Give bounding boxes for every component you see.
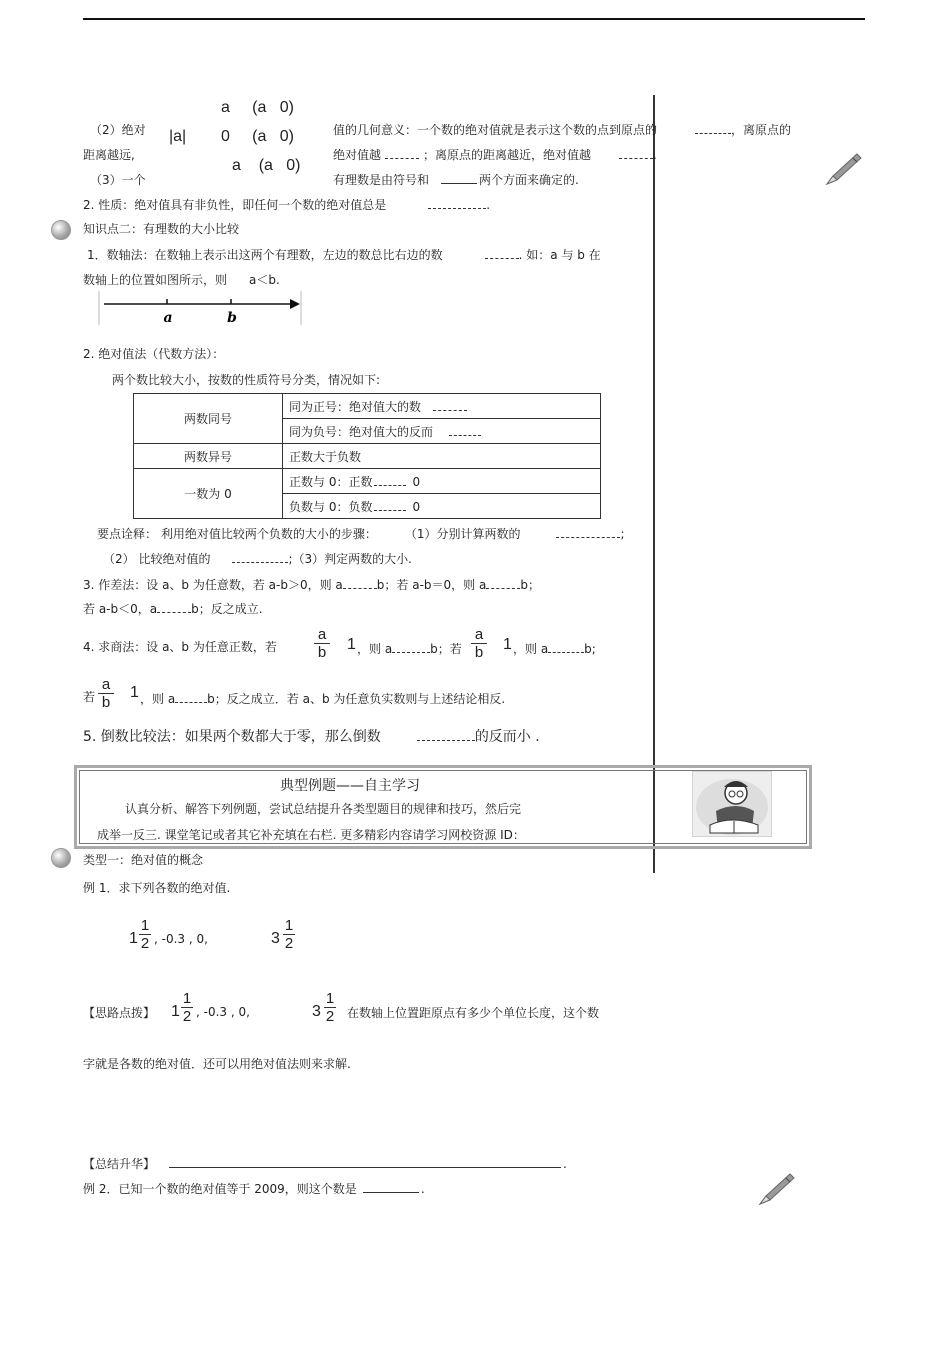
cell-diff-sign: 两数异号 <box>134 444 283 469</box>
piecewise-row-3: a (a 0) <box>232 157 301 174</box>
summary-line: 【总结升华】 . <box>83 1157 567 1171</box>
hint-whole-1: 1 <box>171 1003 180 1020</box>
quot-line2-end: ，则 a b；反之成立．若 a、b 为任意负实数则与上述结论相反. <box>140 692 506 706</box>
banner-line2: 成举一反三. 课堂笔记或者其它补充填在右栏. 更多精彩内容请学习网校资源 ID： <box>97 828 525 842</box>
numline-label-a: a <box>163 310 173 326</box>
reciprocal-line: 5. 倒数比较法：如果两个数都大于零，那么倒数 的反而小 . <box>83 729 540 745</box>
absmethod-intro: 两个数比较大小，按数的性质符号分类，情况如下: <box>112 373 381 387</box>
geometric-meaning-line2: 绝对值越 ；离原点的距离越近，绝对值越 . <box>333 148 657 162</box>
def-label-3: （3）一个 <box>90 173 146 187</box>
top-rule <box>83 18 865 20</box>
ex1-middle: , -0.3 , 0, <box>154 932 208 946</box>
hint-fraction-1: $\frac{1}{2}$ <box>182 990 192 1025</box>
diff-line1: 3. 作差法：设 a、b 为任意数，若 a-b＞0，则 a b；若 a-b＝0，则 a b； <box>83 578 540 592</box>
geometric-meaning-line3: 有理数是由符号和 两个方面来确定的. <box>333 173 579 187</box>
numline-text-1: 1．数轴法：在数轴上表示出这两个有理数，左边的数总比右边的数 . 如：a 与 b 在 <box>87 248 601 262</box>
ex1-fraction-1: $\frac{1}{2}$ <box>140 917 150 952</box>
cell-diff-text: 正数大于负数 <box>283 444 601 469</box>
cell-same-pos: 同为正号：绝对值大的数 <box>283 394 601 419</box>
hint-label: 【思路点拨】 <box>83 1006 156 1020</box>
section-bullet-icon <box>51 220 71 240</box>
quot-one: 1 <box>130 684 139 701</box>
diff-line2: 若 a-b＜0，a b；反之成立. <box>83 602 263 616</box>
quot-one: 1 <box>347 636 356 653</box>
hint-line2: 字就是各数的绝对值．还可以用绝对值法则来求解. <box>83 1057 351 1071</box>
banner-title: 典型例题——自主学习 <box>280 778 420 794</box>
hint-fraction-2: $\frac{1}{2}$ <box>325 990 335 1025</box>
pencil-icon <box>756 1170 796 1208</box>
quot-one: 1 <box>503 636 512 653</box>
fraction-a-over-b: $\frac{a}{b}$ <box>98 676 114 711</box>
hint-middle: , -0.3 , 0, <box>196 1005 250 1019</box>
geometric-meaning-line1: 值的几何意义：一个数的绝对值就是表示这个数的点到原点的 ，离原点的 <box>333 123 792 137</box>
key-points-line1: 要点诠释： 利用绝对值比较两个负数的大小的步骤： （1）分别计算两数的 ; <box>97 527 625 541</box>
pencil-icon <box>823 150 863 188</box>
def-label-2: （2）绝对 <box>90 123 146 137</box>
piecewise-row-2: 0 (a 0) <box>221 128 294 145</box>
absmethod-title: 2. 绝对值法（代数方法）： <box>83 347 225 361</box>
ex1-fraction-2: $\frac{1}{2}$ <box>284 917 294 952</box>
abs-a-symbol: |a| <box>169 128 187 145</box>
fraction-a-over-b: $\frac{a}{b}$ <box>471 626 487 661</box>
comparison-table <box>133 393 601 519</box>
number-line-figure <box>98 291 303 327</box>
student-reading-icon <box>692 771 772 837</box>
numline-text-2: 数轴上的位置如图所示，则 a＜b. <box>83 273 280 287</box>
cell-zero-neg: 负数与 0：负数 0 <box>283 494 601 519</box>
cell-zero: 一数为 0 <box>134 469 283 519</box>
hint-whole-2: 3 <box>312 1003 321 1020</box>
ex1-whole-2: 3 <box>271 930 280 947</box>
ex1-title: 例 1．求下列各数的绝对值. <box>83 881 231 895</box>
piecewise-row-1: a (a 0) <box>221 99 294 116</box>
key-points-line2: （2） 比较绝对值的 ;（3）判定两数的大小. <box>103 552 412 566</box>
ex2-line: 例 2．已知一个数的绝对值等于 2009，则这个数是 . <box>83 1182 425 1196</box>
quot-line1-text: 4. 求商法：设 a、b 为任意正数，若 <box>83 640 277 654</box>
quot-line1-end: ，则 a b; <box>513 642 596 656</box>
cell-same-neg: 同为负号：绝对值大的反而 <box>283 419 601 444</box>
cell-zero-pos: 正数与 0：正数 0 <box>283 469 601 494</box>
fraction-a-over-b: $\frac{a}{b}$ <box>314 626 330 661</box>
kp2-title: 知识点二：有理数的大小比较 <box>83 222 240 236</box>
notes-column-divider <box>653 95 655 873</box>
quot-line2-start: 若 <box>83 690 96 704</box>
def-label-2b: 距离越远, <box>83 148 135 162</box>
cell-same-sign: 两数同号 <box>134 394 283 444</box>
quot-line1-mid: ，则 a b；若 <box>357 642 462 656</box>
property-line: 2. 性质：绝对值具有非负性，即任何一个数的绝对值总是 . <box>83 198 491 212</box>
banner-line1: 认真分析、解答下列例题，尝试总结提升各类型题目的规律和技巧，然后完 <box>125 802 522 816</box>
numline-label-b: b <box>227 310 237 326</box>
ex1-whole-1: 1 <box>129 930 138 947</box>
hint-after: 在数轴上位置距原点有多少个单位长度，这个数 <box>347 1006 600 1020</box>
section-bullet-icon <box>51 848 71 868</box>
type1-title: 类型一：绝对值的概念 <box>83 853 204 867</box>
